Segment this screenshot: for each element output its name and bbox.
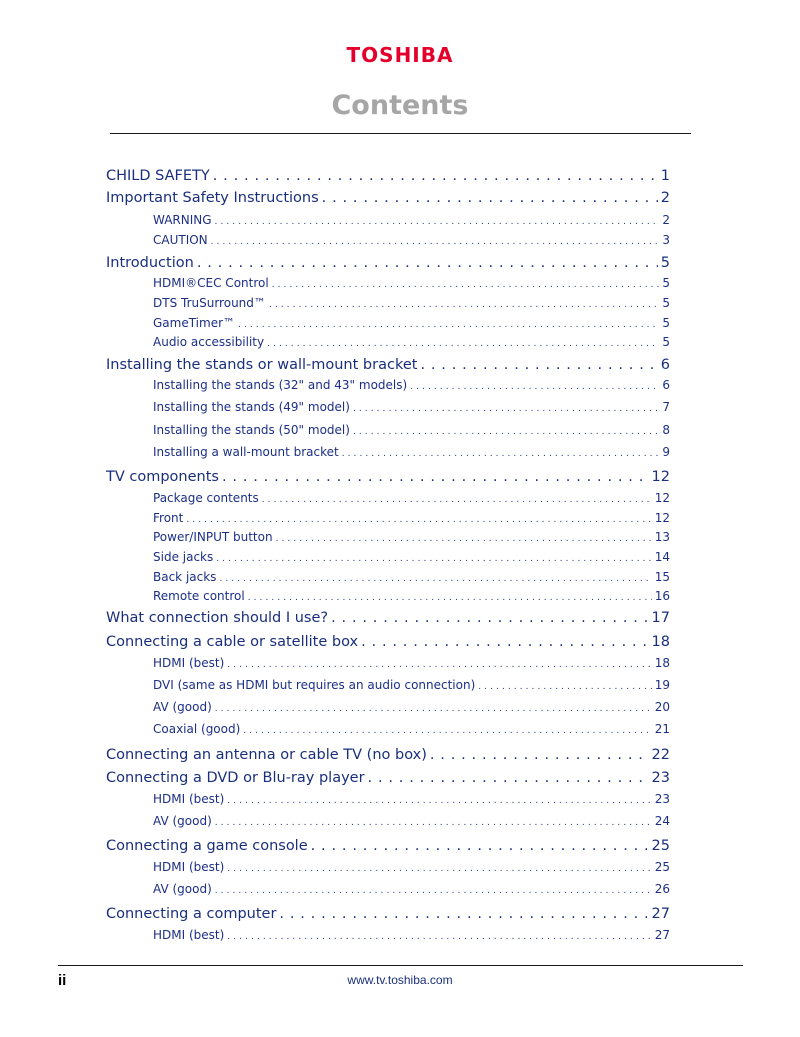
- toc-entry[interactable]: [153, 378, 670, 392]
- toc-entry[interactable]: [153, 814, 670, 828]
- toc-entry-label: CAUTION: [153, 233, 208, 247]
- toc-entry-page: 22: [651, 747, 670, 763]
- toc-entry-page: 12: [654, 511, 670, 525]
- toc-leader-dots: [235, 316, 659, 330]
- toc-entry-page: 9: [662, 445, 670, 459]
- toc-leader-dots: [273, 530, 652, 544]
- toc-entry-label: Connecting a DVD or Blu-ray player: [106, 770, 365, 786]
- toc-entry[interactable]: [153, 335, 670, 349]
- toc-leader-dots: [427, 747, 649, 763]
- toc-entry[interactable]: [106, 906, 670, 922]
- toc-entry-label: Connecting a cable or satellite box: [106, 634, 359, 650]
- toc-entry-label: Connecting a computer: [106, 906, 277, 922]
- toc-entry[interactable]: [106, 255, 670, 271]
- toc-entry-page: 23: [654, 792, 670, 806]
- toc-leader-dots: [245, 589, 652, 603]
- toc-entry-page: 25: [651, 838, 670, 854]
- toc-entry-page: 16: [654, 589, 670, 603]
- toc-entry-label: HDMI (best): [153, 928, 225, 942]
- toc-leader-dots: [266, 296, 659, 310]
- footer-website-link[interactable]: www.tv.toshiba.com: [347, 973, 453, 987]
- toc-entry-page: 12: [654, 491, 670, 505]
- toc-entry-label: HDMI (best): [153, 656, 225, 670]
- toc-entry-page: 2: [662, 213, 670, 227]
- toc-entry[interactable]: [153, 928, 670, 942]
- toc-entry[interactable]: [153, 276, 670, 290]
- toc-entry-label: Connecting an antenna or cable TV (no box): [106, 747, 427, 763]
- toc-entry-page: 27: [651, 906, 670, 922]
- toc-entry-page: 23: [651, 770, 670, 786]
- toc-entry-label: Back jacks: [153, 570, 217, 584]
- toc-entry[interactable]: [153, 445, 670, 459]
- toc-entry[interactable]: [106, 190, 670, 206]
- toc-entry[interactable]: [106, 357, 670, 373]
- toc-entry[interactable]: [153, 530, 670, 544]
- toc-entry-label: HDMI (best): [153, 792, 225, 806]
- toc-entry-label: GameTimer™: [153, 316, 236, 330]
- toc-leader-dots: [194, 255, 658, 271]
- toc-entry-label: Package contents: [153, 491, 259, 505]
- toc-leader-dots: [259, 491, 652, 505]
- toc-entry[interactable]: [153, 589, 670, 603]
- toc-entry-label: Introduction: [106, 255, 194, 271]
- toc-entry-page: 6: [660, 357, 670, 373]
- toc-entry-page: 20: [654, 700, 670, 714]
- footer-divider: [58, 965, 743, 966]
- toc-leader-dots: [213, 550, 651, 564]
- toc-entry-page: 5: [662, 276, 670, 290]
- toc-entry-page: 2: [660, 190, 670, 206]
- toc-entry-page: 5: [662, 316, 670, 330]
- toc-entry-page: 12: [651, 469, 670, 485]
- toc-entry-label: Installing the stands (32" and 43" models): [153, 378, 408, 392]
- toc-entry-page: 14: [654, 550, 670, 564]
- toc-entry[interactable]: [153, 423, 670, 437]
- toc-entry[interactable]: [153, 860, 670, 874]
- toc-entry-page: 24: [654, 814, 670, 828]
- toc-leader-dots: [365, 770, 649, 786]
- toc-leader-dots: [276, 906, 648, 922]
- toc-entry-label: Connecting a game console: [106, 838, 308, 854]
- toc-leader-dots: [212, 213, 660, 227]
- page-title: Contents: [331, 90, 469, 121]
- toc-entry-page: 21: [654, 722, 670, 736]
- page-number: ii: [58, 972, 67, 989]
- toc-leader-dots: [224, 656, 651, 670]
- toc-entry[interactable]: [153, 491, 670, 505]
- toc-entry[interactable]: [153, 511, 670, 525]
- brand-logo: TOSHIBA: [346, 43, 454, 67]
- toc-leader-dots: [183, 511, 651, 525]
- toc-entry-label: Installing the stands (49" model): [153, 400, 350, 414]
- toc-entry[interactable]: [106, 770, 670, 786]
- toc-leader-dots: [328, 610, 648, 626]
- toc-leader-dots: [339, 445, 660, 459]
- toc-entry[interactable]: [153, 213, 670, 227]
- toc-entry-label: Remote control: [153, 589, 245, 603]
- toc-entry[interactable]: [153, 296, 670, 310]
- toc-entry-label: Power/INPUT button: [153, 530, 273, 544]
- toc-leader-dots: [475, 678, 651, 692]
- toc-entry[interactable]: [106, 747, 670, 763]
- toc-entry-label: Audio accessibility: [153, 335, 265, 349]
- toc-leader-dots: [224, 928, 651, 942]
- toc-entry-page: 19: [654, 678, 670, 692]
- toc-leader-dots: [212, 700, 652, 714]
- toc-entry[interactable]: [153, 316, 670, 330]
- toc-entry-page: 7: [662, 400, 670, 414]
- header-divider: [110, 133, 691, 134]
- toc-entry[interactable]: [153, 700, 670, 714]
- toc-entry-page: 15: [654, 570, 670, 584]
- toc-entry[interactable]: [153, 882, 670, 896]
- toc-entry-label: What connection should I use?: [106, 610, 329, 626]
- toc-entry[interactable]: [153, 400, 670, 414]
- toc-entry-label: Front: [153, 511, 184, 525]
- toc-leader-dots: [350, 423, 659, 437]
- toc-entry[interactable]: [153, 550, 670, 564]
- toc-entry-page: 5: [662, 296, 670, 310]
- toc-entry-label: HDMI (best): [153, 860, 225, 874]
- toc-entry[interactable]: [153, 570, 670, 584]
- toc-entry-label: WARNING: [153, 213, 212, 227]
- toc-leader-dots: [269, 276, 660, 290]
- toc-entry-page: 8: [662, 423, 670, 437]
- toc-entry-label: CHILD SAFETY: [106, 168, 210, 184]
- toc-entry[interactable]: [106, 469, 670, 485]
- toc-leader-dots: [358, 634, 648, 650]
- toc-entry-page: 5: [662, 335, 670, 349]
- toc-entry-page: 5: [660, 255, 670, 271]
- toc-entry-page: 26: [654, 882, 670, 896]
- toc-entry-page: 17: [651, 610, 670, 626]
- toc-leader-dots: [319, 190, 658, 206]
- toc-entry-page: 6: [662, 378, 670, 392]
- toc-entry[interactable]: [106, 168, 670, 184]
- toc-entry-page: 27: [654, 928, 670, 942]
- toc-entry-page: 1: [660, 168, 670, 184]
- toc-entry-label: DTS TruSurround™: [153, 296, 266, 310]
- toc-leader-dots: [212, 814, 652, 828]
- toc-entry-label: TV components: [106, 469, 219, 485]
- toc-entry-label: AV (good): [153, 882, 212, 896]
- toc-leader-dots: [417, 357, 657, 373]
- toc-entry[interactable]: [153, 792, 670, 806]
- toc-entry-page: 18: [651, 634, 670, 650]
- toc-entry[interactable]: [153, 722, 670, 736]
- toc-entry-label: HDMI®CEC Control: [153, 276, 269, 290]
- toc-entry-page: 13: [654, 530, 670, 544]
- toc-leader-dots: [350, 400, 659, 414]
- toc-entry-label: AV (good): [153, 700, 212, 714]
- toc-entry-label: Important Safety Instructions: [106, 190, 319, 206]
- toc-leader-dots: [240, 722, 651, 736]
- toc-entry-label: Coaxial (good): [153, 722, 241, 736]
- toc-leader-dots: [210, 168, 658, 184]
- toc-leader-dots: [208, 233, 660, 247]
- toc-leader-dots: [407, 378, 659, 392]
- toc-entry[interactable]: [153, 678, 670, 692]
- toc-entry-label: AV (good): [153, 814, 212, 828]
- toc-entry-page: 3: [662, 233, 670, 247]
- toc-entry[interactable]: [153, 233, 670, 247]
- toc-leader-dots: [264, 335, 659, 349]
- toc-entry-label: Installing the stands (50" model): [153, 423, 350, 437]
- toc-entry-label: Installing the stands or wall-mount bracket: [106, 357, 418, 373]
- toc-entry-page: 25: [654, 860, 670, 874]
- toc-entry[interactable]: [106, 610, 670, 626]
- toc-entry[interactable]: [153, 656, 670, 670]
- toc-leader-dots: [308, 838, 649, 854]
- toc-entry-label: Installing a wall-mount bracket: [153, 445, 339, 459]
- toc-entry-label: Side jacks: [153, 550, 214, 564]
- toc-entry-page: 18: [654, 656, 670, 670]
- toc-leader-dots: [219, 469, 649, 485]
- toc-leader-dots: [212, 882, 652, 896]
- toc-entry[interactable]: [106, 838, 670, 854]
- toc-entry-label: DVI (same as HDMI but requires an audio connection): [153, 678, 476, 692]
- toc-entry[interactable]: [106, 634, 670, 650]
- toc-leader-dots: [224, 860, 651, 874]
- toc-leader-dots: [224, 792, 651, 806]
- toc-leader-dots: [216, 570, 651, 584]
